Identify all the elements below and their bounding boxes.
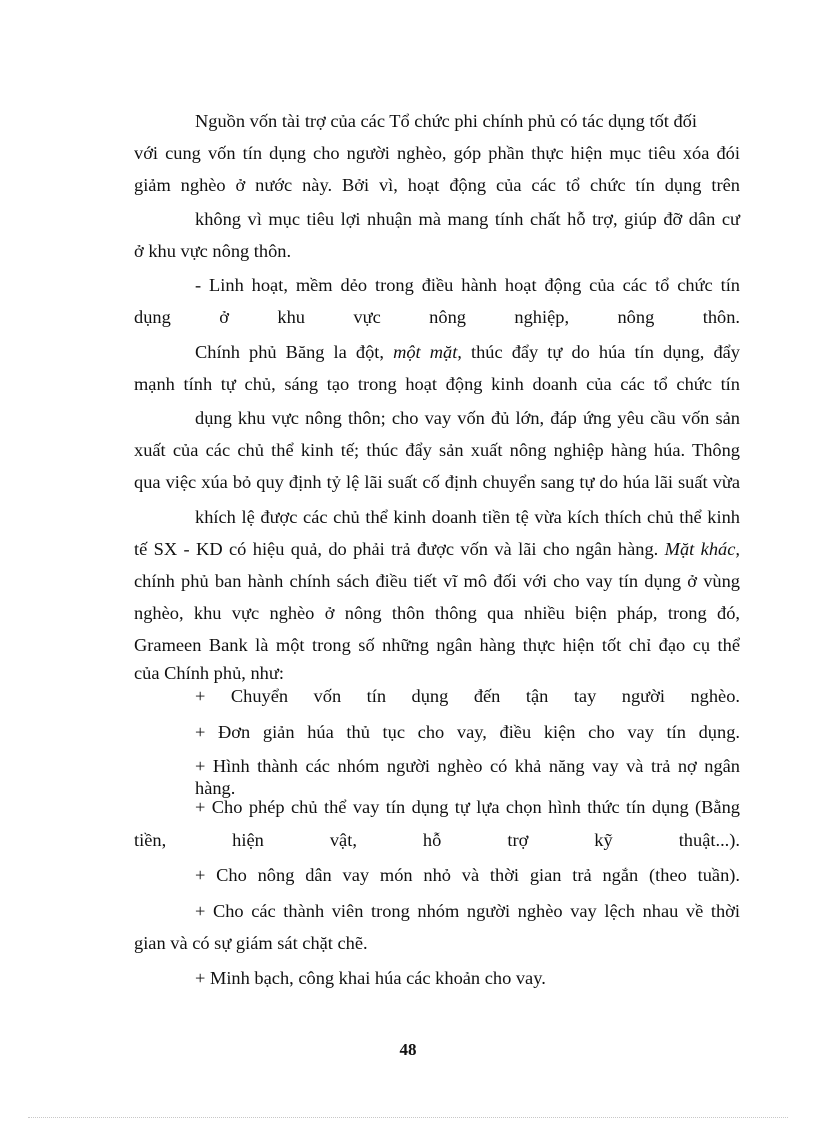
- text-line: giảm nghèo ở nước này. Bởi vì, hoạt động của các tổ chức tín dụng trên: [134, 175, 740, 195]
- text-line: không vì mục tiêu lợi nhuận mà mang tính chất hỗ trợ, giúp đỡ dân cư: [195, 209, 740, 229]
- text-line: + Cho phép chủ thể vay tín dụng tự lựa chọn hình thức tín dụng (Bằng: [195, 797, 740, 817]
- text-line: + Cho nông dân vay món nhỏ và thời gian trả ngắn (theo tuần).: [195, 865, 740, 885]
- text-line: + Đơn giản húa thủ tục cho vay, điều kiện cho vay tín dụng.: [195, 722, 740, 742]
- text-line: xuất của các chủ thể kinh tế; thúc đẩy sản xuất nông nghiệp hàng húa. Thông: [134, 440, 740, 460]
- text-line: [134, 538, 740, 560]
- text-line: mạnh tính tự chủ, sáng tạo trong hoạt động kinh doanh của các tổ chức tín: [134, 374, 740, 394]
- text-line: + Chuyển vốn tín dụng đến tận tay người nghèo.: [195, 686, 740, 706]
- text-segment: tế SX - KD có hiệu quả, do phải trả được vốn và lãi cho ngân hàng.: [134, 539, 665, 559]
- text-line: dụng ở khu vực nông nghiệp, nông thôn.: [134, 307, 740, 327]
- text-line: qua việc xúa bỏ quy định tỷ lệ lãi suất cố định chuyển sang tự do húa lãi suất vừa: [134, 472, 740, 492]
- page-bottom-rule: [28, 1117, 788, 1118]
- text-line: gian và có sự giám sát chặt chẽ.: [134, 933, 368, 953]
- text-line: dụng khu vực nông thôn; cho vay vốn đủ lớn, đáp ứng yêu cầu vốn sản: [195, 408, 740, 428]
- italic-phrase: một mặt,: [393, 342, 462, 362]
- page-number: 48: [399, 1040, 417, 1059]
- text-line: + Minh bạch, công khai húa các khoản cho vay.: [195, 968, 546, 988]
- text-segment: Chính phủ Băng la đột,: [195, 342, 394, 362]
- text-line: khích lệ được các chủ thể kinh doanh tiền tệ vừa kích thích chủ thể kinh: [195, 507, 740, 527]
- text-line: + Cho các thành viên trong nhóm người nghèo vay lệch nhau về thời: [195, 901, 740, 921]
- text-line: nghèo, khu vực nghèo ở nông thôn thông qua nhiều biện pháp, trong đó,: [134, 603, 740, 623]
- text-line: chính phủ ban hành chính sách điều tiết vĩ mô đối với cho vay tín dụng ở vùng: [134, 571, 740, 591]
- text-line: với cung vốn tín dụng cho người nghèo, góp phần thực hiện mục tiêu xóa đói: [134, 143, 740, 163]
- text-line: Nguồn vốn tài trợ của các Tổ chức phi chính phủ có tác dụng tốt đối: [195, 111, 697, 131]
- text-line: Grameen Bank là một trong số những ngân hàng thực hiện tốt chỉ đạo cụ thể: [134, 635, 740, 655]
- text-line: ở khu vực nông thôn.: [134, 241, 292, 261]
- text-line: + Hình thành các nhóm người nghèo có khả năng vay và trả nợ ngân hàng.: [195, 756, 740, 798]
- text-line: - Linh hoạt, mềm dẻo trong điều hành hoạt động của các tổ chức tín: [195, 275, 740, 295]
- text-segment: thúc đẩy tự do húa tín dụng, đẩy: [461, 342, 740, 362]
- text-line: của Chính phủ, như:: [134, 663, 284, 683]
- text-line: [195, 341, 740, 363]
- italic-phrase: Mặt khác,: [664, 539, 740, 559]
- text-line: tiền, hiện vật, hỗ trợ kỹ thuật...).: [134, 830, 740, 850]
